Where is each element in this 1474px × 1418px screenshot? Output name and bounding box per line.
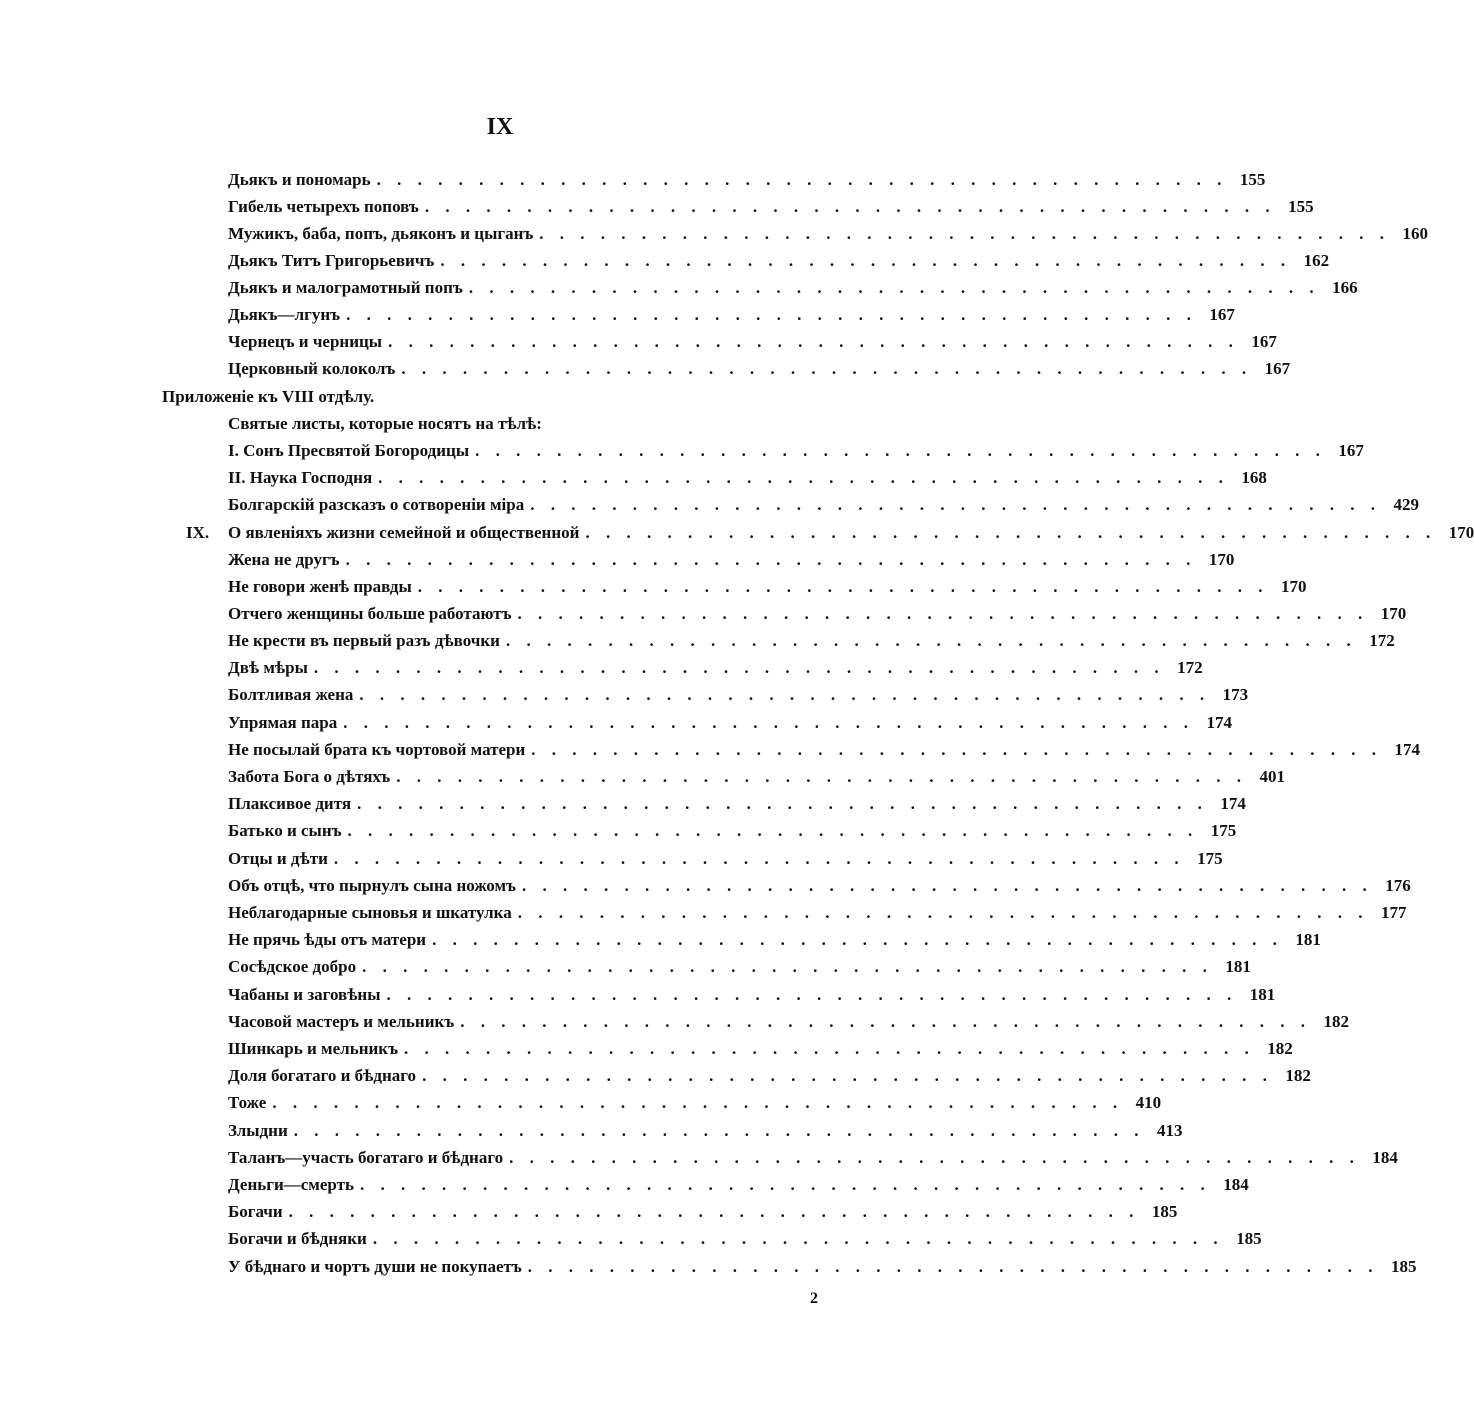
toc-entry-page: 410 [1135,1093,1162,1112]
toc-entry [228,247,1330,274]
toc-entry-page: 167 [1209,305,1235,324]
toc-entry-page: 172 [1177,658,1203,677]
toc-entry-title: Болгарскій разсказъ о сотвореніи міра [228,495,525,514]
toc-entry-page: 160 [1402,224,1429,243]
toc-entry-page: 170 [1208,550,1235,569]
toc-entry [228,654,1203,681]
dot-leader: . . . . . . . . . . . . . . . . . . . . . . . . . . . . . . . . . . . . . . . . . . [539,224,1391,243]
toc-entry [228,573,1307,600]
toc-entry-page: 174 [1206,713,1232,732]
toc-entry [228,763,1285,790]
toc-entry-page: 166 [1332,278,1358,297]
toc-entry [228,1198,1178,1225]
toc-entry-page: 181 [1225,957,1251,976]
toc-entry [228,926,1321,953]
dot-leader: . . . . . . . . . . . . . . . . . . . . . . . . . . . . . . . . . . . . . . . . . . [347,821,1199,840]
dot-leader: . . . . . . . . . . . . . . . . . . . . . . . . . . . . . . . . . . . . . . . . . . [424,197,1276,216]
toc-entry-page: 170 [1380,604,1407,623]
toc-entry [228,736,1421,763]
toc-entry-page: 175 [1210,821,1237,840]
toc-entry-page: 185 [1151,1202,1178,1221]
dot-leader: . . . . . . . . . . . . . . . . . . . . . . . . . . . . . . . . . . . . . . . . . . [333,849,1185,868]
dot-leader: . . . . . . . . . . . . . . . . . . . . . . . . . . . . . . . . . . . . . . . . . . [517,903,1369,922]
toc-entry-page: 184 [1372,1148,1398,1167]
toc-entry-page: 185 [1391,1257,1417,1276]
toc-entry-title: Батько и сынъ [228,821,342,840]
toc-entry [228,817,1237,844]
page-number: IX [486,114,514,140]
toc-entry [228,627,1395,654]
toc-entry-page: 170 [1280,577,1307,596]
section-title: О явленіяхъ жизни семейной и общественной [228,523,580,542]
toc-entry-page: 181 [1249,985,1276,1004]
toc-entry-title: Богачи [228,1202,283,1221]
dot-leader: . . . . . . . . . . . . . . . . . . . . . . . . . . . . . . . . . . . . . . . . . . [343,713,1194,732]
dot-leader: . . . . . . . . . . . . . . . . . . . . . . . . . . . . . . . . . . . . . . . . . . [362,957,1213,976]
toc-entry-title: Шинкарь и мельникъ [228,1039,398,1058]
dot-leader: . . . . . . . . . . . . . . . . . . . . . . . . . . . . . . . . . . . . . . . . . . [388,332,1239,351]
dot-leader: . . . . . . . . . . . . . . . . . . . . . . . . . . . . . . . . . . . . . . . . . . [360,1175,1211,1194]
toc-entry-page: 175 [1197,849,1223,868]
toc-entry-title: Церковный колоколъ [228,359,396,378]
toc-entry-title: Доля богатаго и бѣднаго [228,1066,417,1085]
toc-entry-title: Богачи и бѣдняки [228,1229,367,1248]
toc-entry [228,274,1358,301]
appendix-heading: Приложеніе къ VIII отдѣлу. [162,387,375,406]
toc-entry [228,1144,1398,1171]
toc-entry-page: 184 [1223,1175,1249,1194]
dot-leader: . . . . . . . . . . . . . . . . . . . . . . . . . . . . . . . . . . . . . . . . . . [288,1202,1140,1221]
toc-entry-title: У бѣднаго и чортъ души не покупаетъ [228,1257,522,1276]
toc-entry-page: 167 [1264,359,1291,378]
toc-entry [228,1171,1249,1198]
toc-entry-title: Таланъ—участь богатаго и бѣднаго [228,1148,504,1167]
dot-leader: . . . . . . . . . . . . . . . . . . . . . . . . . . . . . . . . . . . . . . . . . . [527,1257,1379,1276]
dot-leader: . . . . . . . . . . . . . . . . . . . . . . . . . . . . . . . . . . . . . . . . . . [417,577,1269,596]
toc-entry [228,899,1407,926]
toc-entry [228,845,1223,872]
toc-entry [228,1035,1293,1062]
toc-entry-page: 182 [1267,1039,1293,1058]
dot-leader: . . . . . . . . . . . . . . . . . . . . . . . . . . . . . . . . . . . . . . . . . . [422,1066,1273,1085]
dot-leader: . . . . . . . . . . . . . . . . . . . . . . . . . . . . . . . . . . . . . . . . . . [521,876,1373,895]
toc-entry [228,981,1276,1008]
toc-entry-page: 172 [1369,631,1395,650]
dot-leader: . . . . . . . . . . . . . . . . . . . . . . . . . . . . . . . . . . . . . . . . . . [313,658,1165,677]
toc-entry-title: I. Сонъ Пресвятой Богородицы [228,441,470,460]
toc-entry [228,1008,1349,1035]
toc-entry [228,464,1267,491]
toc-entry-title: Жена не другъ [228,550,340,569]
toc-entry-page: 177 [1380,903,1407,922]
toc-entry-title: Чабаны и заговѣны [228,985,381,1004]
toc-entry-page: 173 [1222,685,1249,704]
dot-leader: . . . . . . . . . . . . . . . . . . . . . . . . . . . . . . . . . . . . . . . . . . [440,251,1292,270]
toc-entry [228,1225,1262,1252]
toc-entry-page: 401 [1259,767,1285,786]
toc-entry [228,1062,1311,1089]
appendix-subheading: Святые листы, которые носятъ на тѣлѣ: [228,414,542,433]
toc-entry-title: Дьякъ и пономарь [228,170,371,189]
toc-entry-title: Чернецъ и черницы [228,332,383,351]
toc-entry-page: 176 [1385,876,1411,895]
toc-entry [228,872,1411,899]
dot-leader: . . . . . . . . . . . . . . . . . . . . . . . . . . . . . . . . . . . . . . . . . . [357,794,1208,813]
toc-entry-page: 168 [1241,468,1267,487]
toc-entry-title: Отчего женщины больше работаютъ [228,604,512,623]
section-roman-numeral: IX. [186,523,210,542]
dot-leader: . . . . . . . . . . . . . . . . . . . . . . . . . . . . . . . . . . . . . . . . . . [386,985,1238,1004]
toc-entry [228,681,1249,708]
toc-entry-title: Отцы и дѣти [228,849,328,868]
toc-entry-title: Не говори женѣ правды [228,577,412,596]
toc-entry [228,355,1291,382]
dot-leader: . . . . . . . . . . . . . . . . . . . . . . . . . . . . . . . . . . . . . . . . . . [272,1093,1124,1112]
toc-entry-title: Не крести въ первый разъ дѣвочки [228,631,500,650]
toc-entry [228,437,1364,464]
toc-entry-title: Часовой мастеръ и мельникъ [228,1012,455,1031]
toc-entry-title: Не прячь ѣды отъ матери [228,930,427,949]
toc-entry-page: 162 [1303,251,1330,270]
dot-leader: . . . . . . . . . . . . . . . . . . . . . . . . . . . . . . . . . . . . . . . . . . [345,550,1197,569]
toc-entry-title: Болтливая жена [228,685,354,704]
toc-entry-title: Мужикъ, баба, попъ, дьяконъ и цыганъ [228,224,534,243]
toc-entry-title: Деньги—смерть [228,1175,354,1194]
toc-entry-title: Объ отцѣ, что пырнулъ сына ножомъ [228,876,516,895]
dot-leader: . . . . . . . . . . . . . . . . . . . . . . . . . . . . . . . . . . . . . . . . . . [378,468,1229,487]
toc-entry-page: 174 [1394,740,1421,759]
dot-leader: . . . . . . . . . . . . . . . . . . . . . . . . . . . . . . . . . . . . . . . . . . [293,1121,1145,1140]
toc-entry-title: Сосѣдское добро [228,957,357,976]
toc-entry [228,1089,1162,1116]
toc-entry [228,328,1277,355]
toc-entry [228,220,1429,247]
printer-signature-mark: 2 [810,1290,818,1307]
dot-leader: . . . . . . . . . . . . . . . . . . . . . . . . . . . . . . . . . . . . . . . . . . [460,1012,1311,1031]
toc-entry-title: Тоже [228,1093,267,1112]
toc-entry-page: 185 [1236,1229,1262,1248]
dot-leader: . . . . . . . . . . . . . . . . . . . . . . . . . . . . . . . . . . . . . . . . . . [359,685,1211,704]
toc-entry [228,1253,1417,1280]
dot-leader: . . . . . . . . . . . . . . . . . . . . . . . . . . . . . . . . . . . . . . . . . . [372,1229,1224,1248]
toc-entry-page: 167 [1338,441,1364,460]
dot-leader: . . . . . . . . . . . . . . . . . . . . . . . . . . . . . . . . . . . . . . . . . . [376,170,1228,189]
dot-leader: . . . . . . . . . . . . . . . . . . . . . . . . . . . . . . . . . . . . . . . . . . [531,740,1383,759]
toc-entry [228,709,1232,736]
toc-entry [228,953,1251,980]
toc-entry-title: Не посылай брата къ чортовой матери [228,740,526,759]
toc-entry-title: Забота Бога о дѣтяхъ [228,767,391,786]
dot-leader: . . . . . . . . . . . . . . . . . . . . . . . . . . . . . . . . . . . . . . . . . . [432,930,1283,949]
toc-entry-title: Плаксивое дитя [228,794,352,813]
toc-entry-title: Дьякъ—лгунъ [228,305,341,324]
toc-entry-page: 182 [1323,1012,1349,1031]
toc-entry-title: Дьякъ и малограмотный попъ [228,278,463,297]
toc-entry-title: Неблагодарные сыновья и шкатулка [228,903,512,922]
section-heading [186,519,1474,546]
toc-entry-title: Упрямая пара [228,713,338,732]
toc-entry-title: Двѣ мѣры [228,658,308,677]
dot-leader: . . . . . . . . . . . . . . . . . . . . . . . . . . . . . . . . . . . . . . . . . . [530,495,1381,514]
dot-leader: . . . . . . . . . . . . . . . . . . . . . . . . . . . . . . . . . . . . . . . . . . [346,305,1197,324]
toc-entry-page: 155 [1239,170,1266,189]
dot-leader: . . . . . . . . . . . . . . . . . . . . . . . . . . . . . . . . . . . . . . . . . . [585,523,1437,542]
toc-entry-page: 429 [1393,495,1419,514]
toc-entry-page: 167 [1251,332,1277,351]
toc-entry-page: 181 [1295,930,1321,949]
toc-entry [228,301,1235,328]
dot-leader: . . . . . . . . . . . . . . . . . . . . . . . . . . . . . . . . . . . . . . . . . . [403,1039,1255,1058]
toc-entry-title: Дьякъ Титъ Григорьевичъ [228,251,435,270]
toc-entry-title: Гибель четырехъ поповъ [228,197,419,216]
toc-entry [228,600,1407,627]
toc-entry [228,546,1235,573]
toc-entry-page: 182 [1285,1066,1311,1085]
dot-leader: . . . . . . . . . . . . . . . . . . . . . . . . . . . . . . . . . . . . . . . . . . [505,631,1357,650]
toc-entry-page: 413 [1157,1121,1183,1140]
dot-leader: . . . . . . . . . . . . . . . . . . . . . . . . . . . . . . . . . . . . . . . . . . [475,441,1326,460]
toc-entry-page: 155 [1288,197,1314,216]
toc-entry [228,166,1266,193]
dot-leader: . . . . . . . . . . . . . . . . . . . . . . . . . . . . . . . . . . . . . . . . . . [468,278,1320,297]
toc-entry [228,491,1419,518]
dot-leader: . . . . . . . . . . . . . . . . . . . . . . . . . . . . . . . . . . . . . . . . . . [401,359,1253,378]
dot-leader: . . . . . . . . . . . . . . . . . . . . . . . . . . . . . . . . . . . . . . . . . . [509,1148,1360,1167]
toc-entry-page: 174 [1220,794,1246,813]
dot-leader: . . . . . . . . . . . . . . . . . . . . . . . . . . . . . . . . . . . . . . . . . . [517,604,1369,623]
toc-entry [228,790,1246,817]
toc-entry [228,193,1314,220]
toc-entry-title: II. Наука Господня [228,468,373,487]
toc-entry-title: Злыдни [228,1121,288,1140]
section-page: 170 [1448,523,1474,542]
dot-leader: . . . . . . . . . . . . . . . . . . . . . . . . . . . . . . . . . . . . . . . . . . [396,767,1247,786]
toc-entry [228,1117,1183,1144]
